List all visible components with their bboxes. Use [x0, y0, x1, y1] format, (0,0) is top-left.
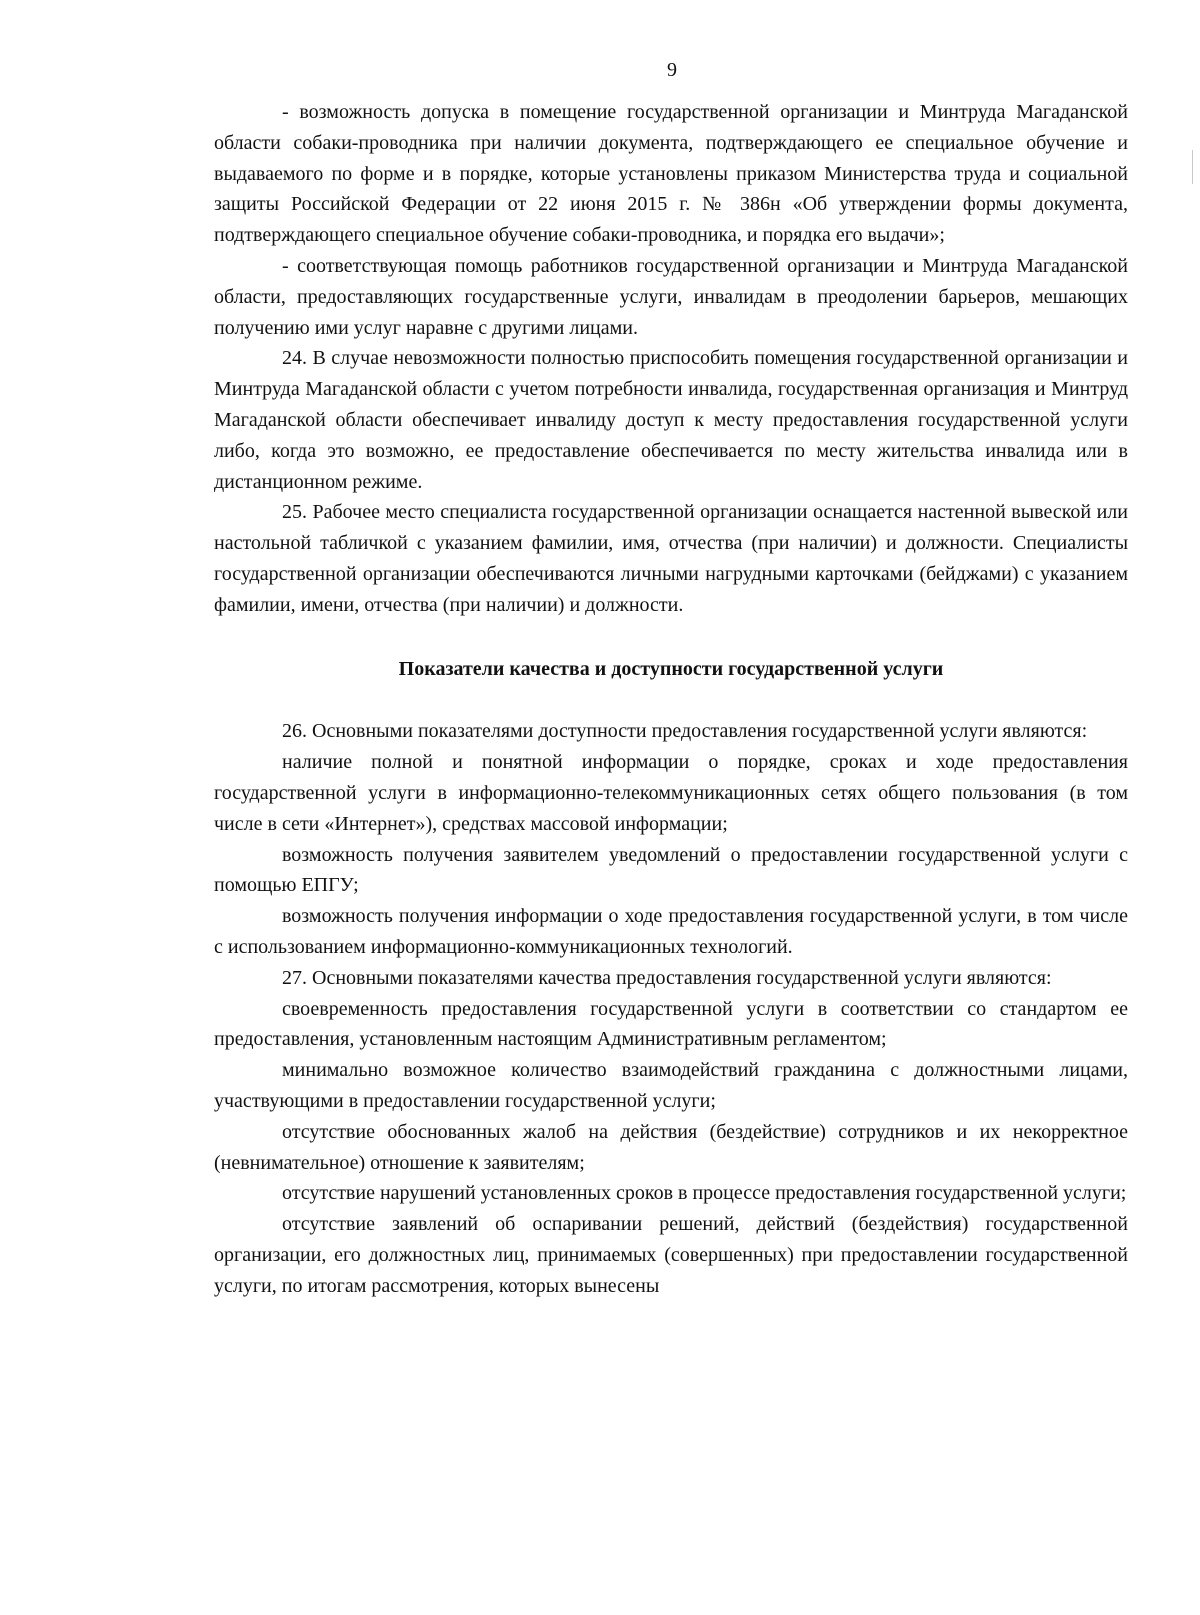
- heading-spacer: [214, 684, 1128, 716]
- paragraph-staff-assistance: - соответствующая помощь работников государственной организации и Минтруда Магаданской области, предоставляющих государственные услуги, инвалидам в преодолении барьеров, мешающих получению ими услуг наравне с другими лицами.: [214, 254, 1128, 339]
- section-heading: Показатели качества и доступности государственной услуги: [398, 657, 944, 680]
- scan-edge-mark: [1192, 150, 1193, 184]
- paragraph-no-complaints: отсутствие обоснованных жалоб на действия (бездействие) сотрудников и их некорректное (невнимательное) отношение к заявителям;: [214, 1120, 1128, 1174]
- page-number: 9: [667, 59, 677, 81]
- paragraph-clause-24: 24. В случае невозможности полностью приспособить помещения государственной организации и Минтруда Магаданской области с учетом потребности инвалида, государственная организация и Минтруд Магаданской области обеспечивает инвалиду доступ к месту предоставления государственной услуги либо, когда это возможно, ее предоставление обеспечивается по месту жительства инвалида или в дистанционном режиме.: [214, 347, 1128, 493]
- paragraph-epgu-notifications: возможность получения заявителем уведомлений о предоставлении государственной услуги с помощью ЕПГУ;: [214, 843, 1128, 897]
- paragraph-full-information: наличие полной и понятной информации о порядке, сроках и ходе предоставления государственной услуги в информационно-телекоммуникационных сетях общего пользования (в том числе в сети «Интернет»), средствах массовой информации;: [214, 751, 1128, 835]
- paragraph-progress-information: возможность получения информации о ходе предоставления государственной услуги, в том числе с использованием информационно-коммуникационных технологий.: [214, 905, 1128, 958]
- section-spacer: [214, 621, 1128, 654]
- paragraph-clause-26: 26. Основными показателями доступности предоставления государственной услуги являются:: [282, 720, 1088, 743]
- paragraph-clause-25: 25. Рабочее место специалиста государственной организации оснащается настенной вывеской или настольной табличкой с указанием фамилии, имя, отчества (при наличии) и должности. Специалисты государственной организации обеспечиваются личными нагрудными карточками (бейджами) с указанием фамилии, имени, отчества (при наличии) и должности.: [214, 501, 1128, 616]
- paragraph-guide-dog-access: - возможность допуска в помещение государственной организации и Минтруда Магаданской области собаки-проводника при наличии документа, подтверждающего ее специальное обучение и выдаваемого по форме и в порядке, которые установлены приказом Министерства труда и социальной защиты Российской Федерации от 22 июня 2015 г. № 386н «Об утверждении формы документа, подтверждающего специальное обучение собаки-проводника, и порядка его выдачи»;: [214, 101, 1128, 247]
- paragraph-clause-27: 27. Основными показателями качества предоставления государственной услуги являются:: [282, 966, 1052, 989]
- paragraph-timeliness: своевременность предоставления государственной услуги в соответствии со стандартом ее предоставления, установленным настоящим Административным регламентом;: [214, 997, 1128, 1051]
- paragraph-minimal-interactions: минимально возможное количество взаимодействий гражданина с должностными лицами, участвующими в предоставлении государственной услуги;: [214, 1059, 1128, 1112]
- document-body: [214, 97, 1128, 1301]
- paragraph-no-deadline-violations: отсутствие нарушений установленных сроков в процессе предоставления государственной услуги;: [282, 1182, 1127, 1205]
- paragraph-no-disputes: отсутствие заявлений об оспаривании решений, действий (бездействия) государственной организации, его должностных лиц, принимаемых (совершенных) при предоставлении государственной услуги, по итогам рассмотрения, которых вынесены: [214, 1213, 1128, 1297]
